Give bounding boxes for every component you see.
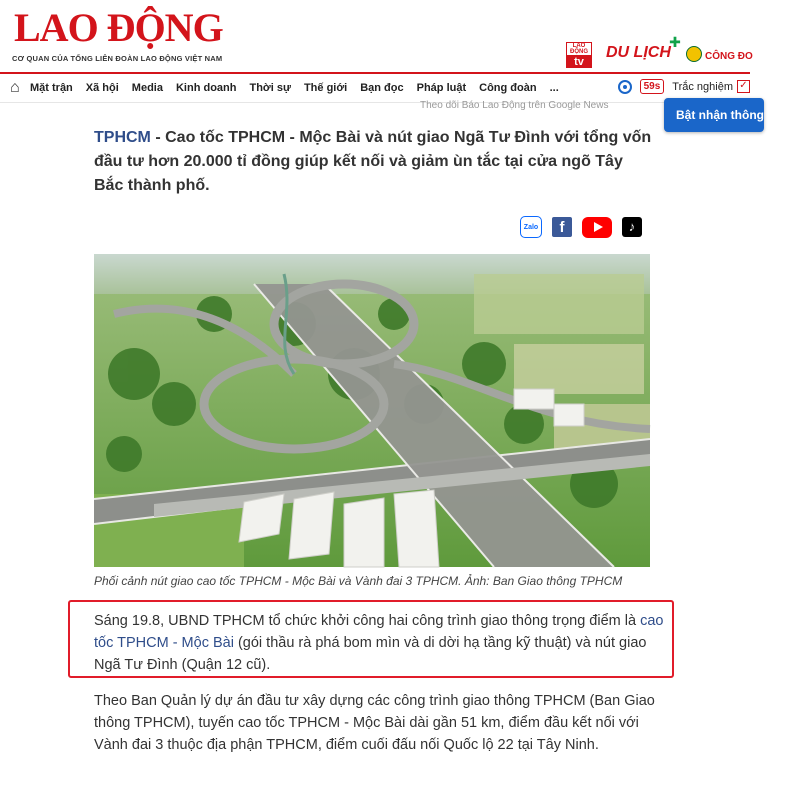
nav-item-phap-luat[interactable]: Pháp luật — [416, 82, 467, 94]
moc-bai-expressway-link[interactable]: cao tốc TPHCM - Mộc Bài — [94, 613, 664, 651]
plus-icon: ✚ — [669, 34, 681, 50]
article-photo[interactable] — [94, 254, 650, 567]
congdoan-label: CÔNG ĐO — [705, 51, 753, 62]
nav-right — [618, 79, 750, 94]
main-nav — [0, 74, 750, 103]
nav-items — [30, 82, 559, 94]
zalo-icon[interactable]: Zalo — [520, 216, 542, 238]
site-logo[interactable] — [14, 5, 223, 50]
youtube-icon[interactable] — [582, 217, 612, 238]
enable-notifications-button[interactable]: Bật nhận thông báo — [664, 98, 764, 132]
headline-location-link[interactable]: TPHCM — [94, 129, 151, 146]
laodong-tv-link[interactable] — [566, 42, 592, 68]
interchange-illustration — [94, 254, 650, 567]
headline-text: - Cao tốc TPHCM - Mộc Bài và nút giao Ngã Tư Đình với tổng vốn đầu tư hơn 20.000 tỉ đồng giúp kết nối và giảm ùn tắc tại cửa ngõ Tây Bắc thành phố. — [94, 129, 652, 194]
article-headline — [94, 126, 654, 198]
nav-item-xa-hoi[interactable]: Xã hội — [85, 82, 119, 94]
tv-brand-bottom: tv — [566, 56, 592, 68]
logo-text: LAO ĐỘNG — [14, 5, 223, 50]
site-header — [0, 0, 753, 72]
location-pin-icon[interactable] — [618, 80, 632, 94]
news-59s-badge[interactable]: 59s — [640, 79, 665, 94]
nav-item-kinh-doanh[interactable]: Kinh doanh — [175, 82, 237, 94]
p1-text-end: (gói thầu rà phá bom mìn và di dời hạ tầng kỹ thuật) và nút giao Ngã Tư Đình (Quận 12 cũ). — [94, 635, 647, 673]
nav-item-thoi-su[interactable]: Thời sự — [249, 82, 291, 94]
google-news-follow[interactable]: Theo dõi Báo Lao Động trên Google News — [420, 100, 609, 111]
article-paragraph-2: Theo Ban Quản lý dự án đầu tư xây dựng các công trình giao thông TPHCM (Ban Giao thông TPHCM), tuyến cao tốc TPHCM - Mộc Bài dài gần 51 km, điểm đầu kết nối với Vành đai 3 thuộc địa phận TPHCM, điểm cuối đấu nối Quốc lộ 22 tại Tây Ninh. — [94, 693, 655, 753]
nav-item-ban-doc[interactable]: Bạn đọc — [360, 82, 404, 94]
dulich-link[interactable] — [606, 34, 681, 62]
tv-brand-top: LAO ĐỘNG — [566, 42, 592, 56]
article-paragraph-1 — [94, 610, 664, 676]
share-bar — [520, 216, 642, 238]
nav-item-media[interactable]: Media — [131, 82, 163, 94]
p1-text-start: Sáng 19.8, UBND TPHCM tổ chức khởi công hai công trình giao thông trọng điểm là — [94, 613, 641, 629]
nav-more[interactable]: ... — [549, 82, 559, 94]
logo-subtitle: CƠ QUAN CỦA TỔNG LIÊN ĐOÀN LAO ĐỘNG VIỆT NAM — [12, 54, 223, 63]
home-icon[interactable]: ⌂ — [10, 79, 20, 96]
union-emblem-icon — [686, 46, 702, 62]
photo-caption: Phối cảnh nút giao cao tốc TPHCM - Mộc Bài và Vành đai 3 TPHCM. Ảnh: Ban Giao thông TPHCM — [94, 574, 623, 588]
facebook-icon[interactable]: f — [552, 217, 572, 237]
tiktok-icon[interactable]: ♪ — [622, 217, 642, 237]
quiz-label: Trắc nghiệm — [672, 80, 733, 93]
checkbox-icon: ✓ — [737, 80, 750, 93]
nav-item-cong-doan[interactable]: Công đoàn — [479, 82, 537, 94]
dulich-label: DU LỊCH — [606, 44, 671, 61]
congdoan-link[interactable] — [686, 46, 753, 62]
nav-item-the-gioi[interactable]: Thế giới — [303, 82, 348, 94]
nav-item-mat-tran[interactable]: Mặt trận — [30, 82, 73, 94]
quiz-link[interactable] — [672, 80, 750, 93]
